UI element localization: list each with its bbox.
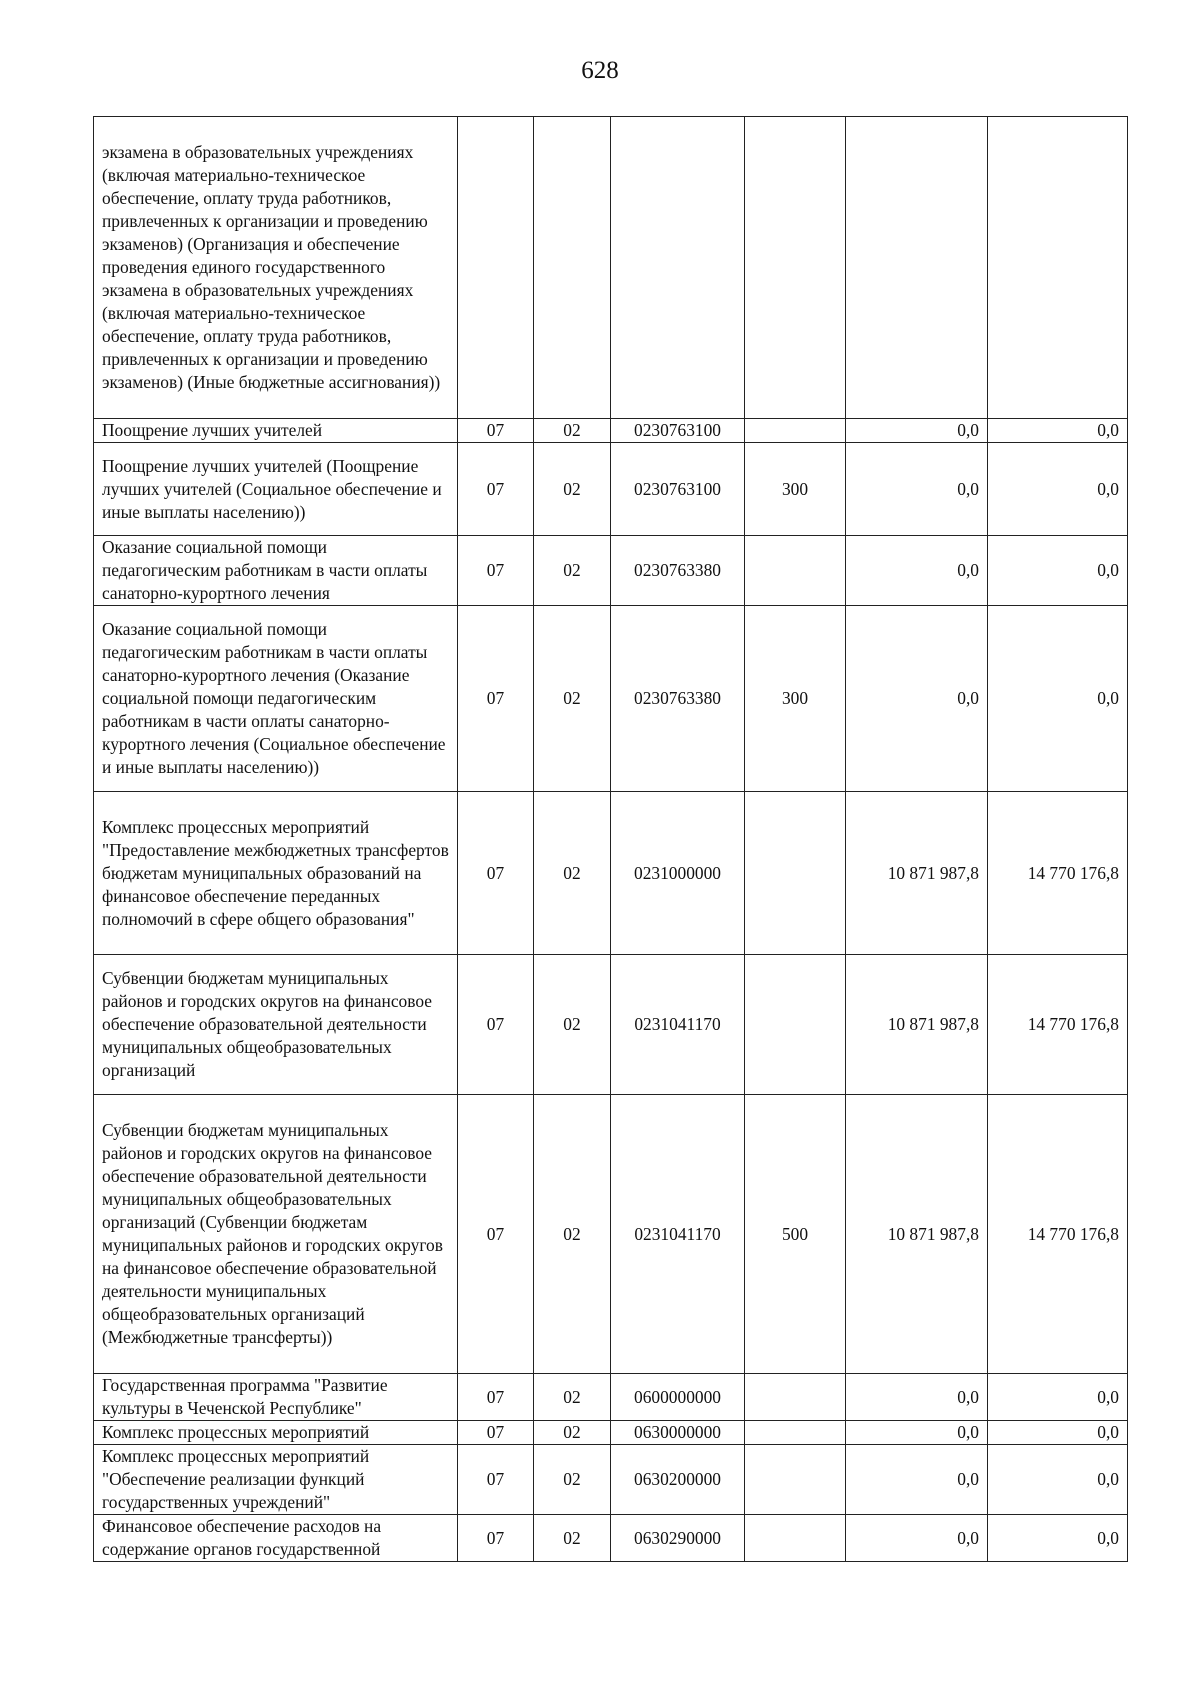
row-sum-1: 10 871 987,8 [846, 955, 988, 1095]
row-target-code: 0600000000 [611, 1374, 745, 1421]
row-section: 07 [458, 419, 534, 443]
row-sum-1: 0,0 [846, 1445, 988, 1515]
row-target-code: 0230763100 [611, 419, 745, 443]
row-target-code: 0230763100 [611, 443, 745, 536]
row-target-code: 0230763380 [611, 606, 745, 792]
row-expense-type [745, 1515, 846, 1562]
row-expense-type [745, 419, 846, 443]
row-target-code [611, 117, 745, 419]
row-subsection: 02 [534, 1445, 611, 1515]
row-sum-2: 0,0 [988, 419, 1128, 443]
row-sum-2: 14 770 176,8 [988, 792, 1128, 955]
row-name: Комплекс процессных мероприятий "Обеспечение реализации функций государственных учреждений" [94, 1445, 458, 1515]
row-name: Поощрение лучших учителей [94, 419, 458, 443]
table-row [94, 117, 1128, 419]
row-sum-2: 14 770 176,8 [988, 955, 1128, 1095]
row-sum-1: 0,0 [846, 536, 988, 606]
row-section: 07 [458, 955, 534, 1095]
row-section: 07 [458, 536, 534, 606]
row-subsection: 02 [534, 1421, 611, 1445]
row-name: Оказание социальной помощи педагогическим работникам в части оплаты санаторно-курортного лечения [94, 536, 458, 606]
budget-table [93, 116, 1128, 1562]
row-subsection: 02 [534, 792, 611, 955]
row-section: 07 [458, 1421, 534, 1445]
table-row [94, 1374, 1128, 1421]
table-row [94, 1445, 1128, 1515]
row-name: Оказание социальной помощи педагогическим работникам в части оплаты санаторно-курортного лечения (Оказание социальной помощи педагогическим работникам в части оплаты санаторно-курортного лечения (Социальное обеспечение и иные выплаты населению)) [94, 606, 458, 792]
row-expense-type [745, 117, 846, 419]
row-target-code: 0231000000 [611, 792, 745, 955]
table-row [94, 955, 1128, 1095]
row-sum-2: 0,0 [988, 1515, 1128, 1562]
row-expense-type [745, 955, 846, 1095]
row-name: Финансовое обеспечение расходов на содержание органов государственной [94, 1515, 458, 1562]
row-expense-type: 300 [745, 443, 846, 536]
row-subsection: 02 [534, 606, 611, 792]
row-section: 07 [458, 1515, 534, 1562]
row-subsection: 02 [534, 419, 611, 443]
row-expense-type: 500 [745, 1095, 846, 1374]
table-row [94, 443, 1128, 536]
row-section: 07 [458, 606, 534, 792]
row-name: Комплекс процессных мероприятий "Предоставление межбюджетных трансфертов бюджетам муниципальных образований на финансовое обеспечение переданных полномочий в сфере общего образования" [94, 792, 458, 955]
table-row [94, 792, 1128, 955]
row-sum-2: 0,0 [988, 606, 1128, 792]
row-name: Государственная программа "Развитие культуры в Чеченской Республике" [94, 1374, 458, 1421]
row-sum-1: 0,0 [846, 1421, 988, 1445]
row-subsection: 02 [534, 1374, 611, 1421]
row-section: 07 [458, 443, 534, 536]
page-number: 628 [581, 57, 619, 84]
row-name: Поощрение лучших учителей (Поощрение лучших учителей (Социальное обеспечение и иные выплаты населению)) [94, 443, 458, 536]
row-sum-2 [988, 117, 1128, 419]
row-name: Комплекс процессных мероприятий [94, 1421, 458, 1445]
table-row [94, 1421, 1128, 1445]
table-row [94, 606, 1128, 792]
row-sum-1: 0,0 [846, 1515, 988, 1562]
row-name: Субвенции бюджетам муниципальных районов и городских округов на финансовое обеспечение образовательной деятельности муниципальных общеобразовательных организаций [94, 955, 458, 1095]
row-sum-1: 0,0 [846, 443, 988, 536]
row-sum-2: 14 770 176,8 [988, 1095, 1128, 1374]
table-row [94, 419, 1128, 443]
table-row [94, 1095, 1128, 1374]
row-name: экзамена в образовательных учреждениях (включая материально-техническое обеспечение, оплату труда работников, привлеченных к организации и проведению экзаменов) (Организация и обеспечение проведения единого государственного экзамена в образовательных учреждениях (включая материально-техническое обеспечение, оплату труда работников, привлеченных к организации и проведению экзаменов) (Иные бюджетные ассигнования)) [94, 117, 458, 419]
row-expense-type [745, 792, 846, 955]
row-sum-1 [846, 117, 988, 419]
row-sum-2: 0,0 [988, 1421, 1128, 1445]
row-expense-type [745, 1374, 846, 1421]
row-name: Субвенции бюджетам муниципальных районов и городских округов на финансовое обеспечение образовательной деятельности муниципальных общеобразовательных организаций (Субвенции бюджетам муниципальных районов и городских округов на финансовое обеспечение образовательной деятельности муниципальных общеобразовательных организаций (Межбюджетные трансферты)) [94, 1095, 458, 1374]
row-section: 07 [458, 1374, 534, 1421]
row-sum-1: 0,0 [846, 1374, 988, 1421]
table-row [94, 536, 1128, 606]
row-expense-type [745, 1421, 846, 1445]
row-sum-1: 0,0 [846, 606, 988, 792]
row-sum-2: 0,0 [988, 1374, 1128, 1421]
row-sum-1: 10 871 987,8 [846, 792, 988, 955]
row-target-code: 0231041170 [611, 955, 745, 1095]
row-subsection: 02 [534, 536, 611, 606]
row-target-code: 0630000000 [611, 1421, 745, 1445]
row-sum-2: 0,0 [988, 536, 1128, 606]
row-sum-2: 0,0 [988, 443, 1128, 536]
row-expense-type [745, 536, 846, 606]
row-expense-type: 300 [745, 606, 846, 792]
row-subsection: 02 [534, 1095, 611, 1374]
table-row [94, 1515, 1128, 1562]
row-sum-1: 0,0 [846, 419, 988, 443]
row-section: 07 [458, 1445, 534, 1515]
row-subsection: 02 [534, 1515, 611, 1562]
row-subsection: 02 [534, 443, 611, 536]
row-section: 07 [458, 1095, 534, 1374]
row-expense-type [745, 1445, 846, 1515]
row-target-code: 0231041170 [611, 1095, 745, 1374]
row-target-code: 0630290000 [611, 1515, 745, 1562]
row-section [458, 117, 534, 419]
row-subsection: 02 [534, 955, 611, 1095]
row-sum-2: 0,0 [988, 1445, 1128, 1515]
row-target-code: 0230763380 [611, 536, 745, 606]
row-subsection [534, 117, 611, 419]
row-sum-1: 10 871 987,8 [846, 1095, 988, 1374]
row-section: 07 [458, 792, 534, 955]
row-target-code: 0630200000 [611, 1445, 745, 1515]
